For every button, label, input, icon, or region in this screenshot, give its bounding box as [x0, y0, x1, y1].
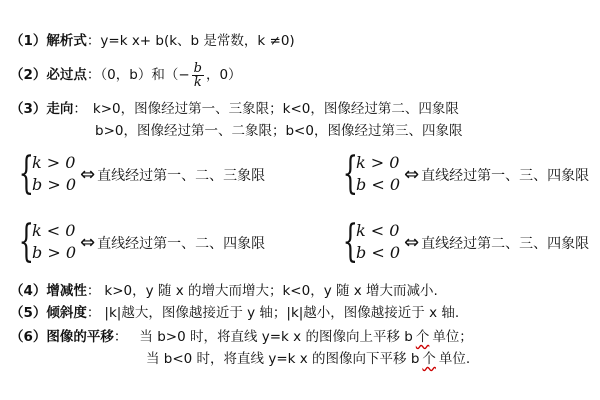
- points-suffix: ，0）: [205, 67, 242, 83]
- line-2: [10, 60, 242, 90]
- equivalence-arrow: ⇔: [80, 231, 96, 253]
- colon: ：: [113, 329, 128, 345]
- colon: ：: [86, 67, 101, 83]
- line-4-text: k>0，y 随 x 的增大而增大；k<0，y 随 x 增大而减小.: [104, 283, 438, 299]
- condition-b: b > 0: [32, 175, 76, 194]
- result-text: 直线经过第二、三、四象限: [421, 235, 590, 252]
- condition-k: k < 0: [356, 221, 400, 240]
- item-number: （3）: [10, 101, 47, 117]
- case-result: [80, 164, 265, 185]
- conditions: [32, 152, 76, 196]
- case-block-2: [330, 148, 590, 199]
- points-prefix: （0，b）和（−: [100, 67, 190, 83]
- case-block-1: [6, 148, 266, 199]
- condition-k: k > 0: [32, 153, 76, 172]
- line-1-text: y=k x+ b(k、b 是常数，k ≠0): [100, 33, 295, 49]
- item-number: （2）: [10, 67, 47, 83]
- colon: ：: [73, 101, 87, 117]
- item-number: （6）: [10, 329, 47, 345]
- conditions: [356, 152, 400, 196]
- condition-k: k < 0: [32, 221, 76, 240]
- keyword-slope: 倾斜度: [46, 305, 87, 321]
- conditions: [32, 220, 76, 264]
- result-text: 直线经过第一、二、四象限: [97, 235, 266, 252]
- colon: ：: [86, 33, 101, 49]
- left-brace: {: [342, 216, 358, 267]
- fraction-numerator: b: [193, 60, 202, 76]
- line-3: [10, 100, 459, 118]
- keyword-direction: 走向: [46, 101, 74, 117]
- direction-k-text: k>0，图像经过第一、三象限；k<0，图像经过第二、四象限: [92, 101, 459, 117]
- case-block-4: [330, 216, 590, 267]
- fraction-b-over-k: [192, 62, 204, 89]
- translation-up-text: 当 b>0 时，将直线 y=k x 的图像向上平移 b: [139, 329, 413, 345]
- condition-b: b < 0: [356, 243, 400, 262]
- case-block-3: [6, 216, 266, 267]
- item-number: （4）: [10, 283, 47, 299]
- keyword-analytic-form: 解析式: [46, 33, 87, 49]
- result-text: 直线经过第一、三、四象限: [421, 167, 590, 184]
- item-number: （1）: [10, 33, 47, 49]
- fraction-denominator: k: [193, 74, 202, 90]
- keyword-monotonicity: 增减性: [46, 283, 87, 299]
- unit-word: 个: [422, 351, 436, 367]
- translation-down-text: 当 b<0 时，将直线 y=k x 的图像向下平移 b: [146, 351, 420, 367]
- unit-word: 个: [415, 329, 430, 345]
- line-3b: [95, 122, 462, 140]
- direction-b-text: b>0，图像经过第一、二象限；b<0，图像经过第三、四象限: [95, 123, 463, 139]
- translation-down-suffix: 单位.: [438, 351, 471, 367]
- colon: ：: [86, 283, 101, 299]
- equivalence-arrow: ⇔: [404, 163, 420, 185]
- colon: ：: [86, 305, 101, 321]
- left-brace: {: [18, 148, 34, 199]
- condition-b: b < 0: [356, 175, 400, 194]
- line-6b: [146, 350, 470, 368]
- line-4: [10, 282, 438, 300]
- case-result: [404, 164, 589, 185]
- line-5: [10, 304, 459, 322]
- case-result: [80, 232, 265, 253]
- case-result: [404, 232, 589, 253]
- translation-up-suffix: 单位；: [432, 329, 473, 345]
- equivalence-arrow: ⇔: [404, 231, 420, 253]
- condition-k: k > 0: [356, 153, 400, 172]
- line-1: [10, 32, 295, 50]
- keyword-translation: 图像的平移: [46, 329, 114, 345]
- line-5-text: |k|越大，图像越接近于 y 轴；|k|越小，图像越接近于 x 轴.: [104, 305, 460, 321]
- line-6: [10, 328, 473, 346]
- condition-b: b > 0: [32, 243, 76, 262]
- keyword-fixed-points: 必过点: [46, 67, 87, 83]
- conditions: [356, 220, 400, 264]
- left-brace: {: [342, 148, 358, 199]
- equivalence-arrow: ⇔: [80, 163, 96, 185]
- left-brace: {: [18, 216, 34, 267]
- item-number: （5）: [10, 305, 47, 321]
- result-text: 直线经过第一、二、三象限: [97, 167, 266, 184]
